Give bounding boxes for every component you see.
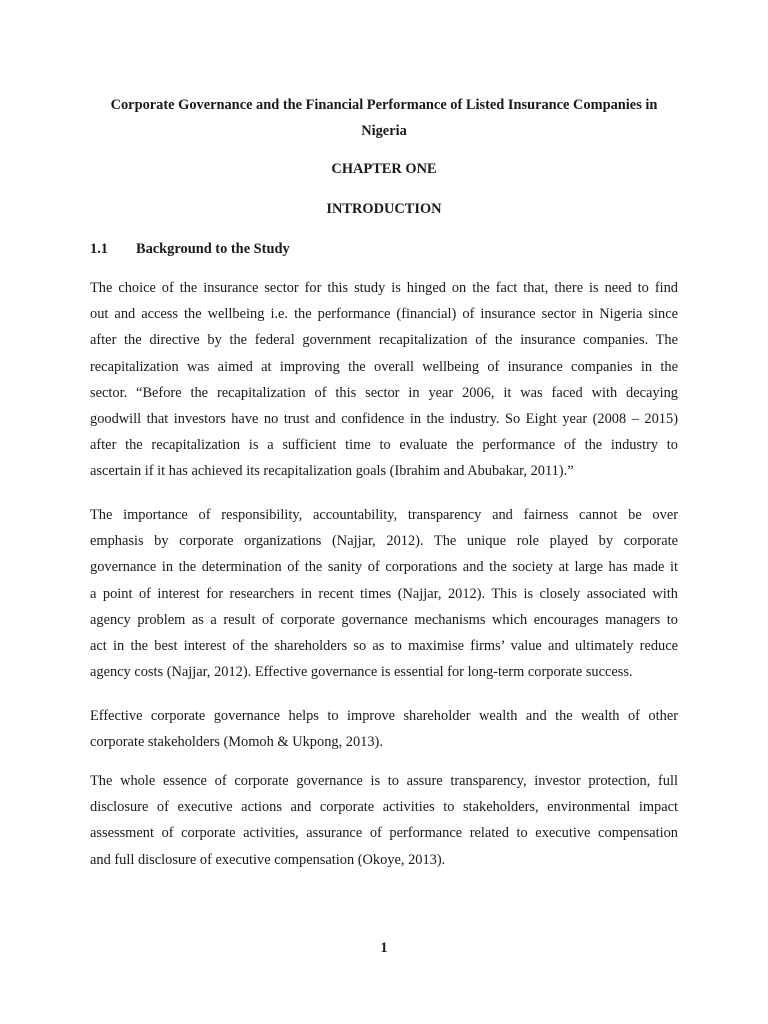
paragraph-line: The importance of responsibility, accountability, transparency and fairness cannot be over [90,507,678,523]
paragraph-line: disclosure of executive actions and corporate activities to stakeholders, environmental impact [90,799,678,816]
paragraph-line: The choice of the insurance sector for this study is hinged on the fact that, there is need to find [90,280,678,296]
paragraph-line: after the recapitalization is a sufficient time to evaluate the performance of the industry to [90,437,678,454]
paragraph-line: governance in the determination of the sanity of corporations and the society at large has made it [90,559,678,576]
section-title: Background to the Study [136,241,290,257]
paragraph-line: a point of interest for researchers in recent times (Najjar, 2012). This is closely associated with [90,585,678,602]
section-heading [90,238,290,260]
paragraph-line: out and access the wellbeing i.e. the performance (financial) of insurance sector in Nigeria since [90,306,678,323]
paragraph-line: emphasis by corporate organizations (Najjar, 2012). The unique role played by corporate [90,533,678,550]
page-number: 1 [380,940,388,956]
paragraph-line: agency problem as a result of corporate governance mechanisms which encourages managers to [90,611,678,628]
section-number: 1.1 [90,241,108,257]
paragraph-4 [90,768,678,873]
paragraph-line: sector. “Before the recapitalization of this sector in year 2006, it was faced with decaying [90,384,678,401]
paragraph-line: agency costs (Najjar, 2012). Effective governance is essential for long-term corporate success. [90,664,633,681]
paragraph-line: assessment of corporate activities, assurance of performance related to executive compensation [90,825,678,842]
chapter-title: INTRODUCTION [326,201,442,217]
paragraph-line: The whole essence of corporate governance is to assure transparency, investor protection, full [90,773,678,789]
paragraph-2 [90,502,678,685]
paragraph-line: goodwill that investors have no trust and confidence in the industry. So Eight year (2008 – 2015) [90,410,678,427]
paragraph-line: Effective corporate governance helps to improve shareholder wealth and the wealth of other [90,708,678,724]
document-title [90,92,678,144]
paragraph-line: corporate stakeholders (Momoh & Ukpong, 2013). [90,734,383,751]
paragraph-1 [90,275,678,485]
paragraph-line: and full disclosure of executive compensation (Okoye, 2013). [90,851,446,868]
document-title-line-1: Corporate Governance and the Financial Performance of Listed Insurance Companies in [110,97,658,113]
paragraph-line: after the directive by the federal government recapitalization of the insurance companies. The [90,332,678,349]
document-title-line-2: Nigeria [361,123,407,139]
paragraph-line: act in the best interest of the shareholders so as to maximise firms’ value and ultimately reduce [90,637,678,654]
paragraph-3 [90,703,678,755]
paragraph-line: ascertain if it has achieved its recapitalization goals (Ibrahim and Abubakar, 2011).” [90,463,574,480]
chapter-heading: CHAPTER ONE [331,161,437,177]
paragraph-line: recapitalization was aimed at improving the overall wellbeing of insurance companies in the [90,358,678,375]
